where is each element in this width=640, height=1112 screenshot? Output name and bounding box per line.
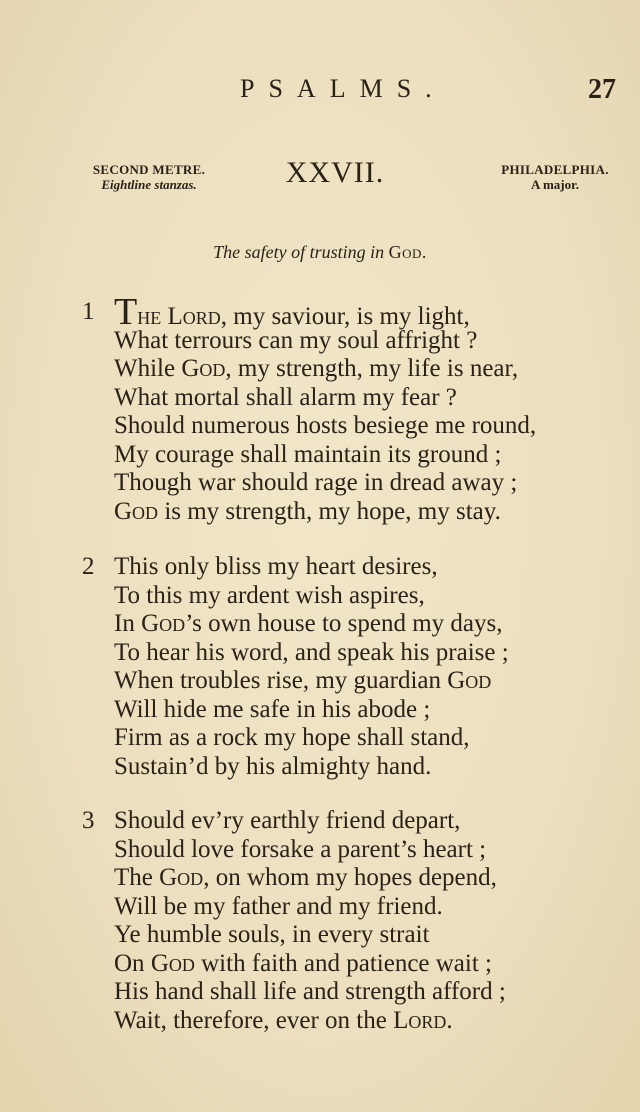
verse-line: To hear his word, and speak his praise ;: [114, 638, 509, 666]
verse-text: , my strength, my life is near,: [225, 355, 519, 382]
verse-small-caps: he Lord: [137, 303, 221, 330]
tune-name: PHILADELPHIA.: [501, 162, 609, 177]
verse-line: Should ev’ry earthly friend depart,: [114, 807, 461, 834]
verse-text: When troubles rise, my guardian: [114, 667, 448, 694]
verse-text: On: [114, 949, 151, 977]
verse-line: What terrours can my soul affright ?: [114, 326, 478, 354]
verse-line: Ye humble souls, in every strait: [114, 921, 430, 948]
metre-info: [84, 162, 214, 192]
running-head: [0, 74, 640, 108]
verse-line: What mortal shall alarm my fear ?: [114, 383, 457, 411]
verse-line: Will be my father and my friend.: [114, 892, 443, 920]
running-title: PSALMS.: [240, 74, 446, 103]
stanza-lines: [114, 807, 614, 1035]
verse-small-caps: God: [447, 667, 492, 694]
stanza-lines: [114, 553, 614, 781]
verse-small-caps: God: [141, 610, 186, 637]
verse-line: [114, 291, 614, 333]
verse-line: [114, 667, 614, 696]
verse-line: [114, 864, 614, 893]
metre-name: SECOND METRE.: [92, 162, 206, 177]
verse-line: Firm as a rock my hope shall stand,: [114, 724, 470, 751]
verse-line: [114, 498, 614, 527]
verse-text: .: [446, 1006, 453, 1034]
page-number: 27: [588, 74, 616, 105]
psalm-subtitle: [0, 242, 640, 263]
subtitle-text: The safety of trusting in: [213, 242, 385, 262]
verse-small-caps: God: [181, 355, 226, 382]
stanza-lines: [114, 291, 614, 526]
verse-line: [114, 950, 614, 979]
verse-text: , my saviour, is my light,: [220, 303, 470, 330]
verse-line: [114, 610, 614, 639]
tune-key: A major.: [531, 177, 579, 192]
stanza-number: 3: [82, 807, 95, 834]
verse-line: This only bliss my heart desires,: [114, 553, 438, 580]
verse-text: In: [114, 610, 142, 637]
verse-text: , on whom my hopes depend,: [203, 864, 497, 891]
verse-text: with faith and patience wait ;: [194, 949, 492, 977]
drop-initial: T: [114, 291, 138, 333]
verse-text: The: [114, 864, 160, 891]
verse-line: Sustain’d by his almighty hand.: [114, 752, 432, 780]
verse-line: [114, 355, 614, 384]
verse-text: ’s own house to spend my days,: [185, 610, 503, 637]
verse-line: Should love forsake a parent’s heart ;: [114, 835, 487, 863]
verse-text: Wait, therefore, ever on the: [114, 1006, 394, 1034]
stanza-form: Eightline stanzas.: [101, 177, 197, 192]
psalm-number: XXVII.: [285, 156, 385, 189]
verse-small-caps: God: [159, 864, 204, 891]
verse-small-caps: Lord: [393, 1006, 447, 1034]
verse-line: Will hide me safe in his abode ;: [114, 695, 431, 723]
verse-small-caps: God: [114, 497, 159, 525]
verse-line: My courage shall maintain its ground ;: [114, 440, 502, 468]
tune-info: [492, 162, 618, 192]
subtitle-god: God.: [388, 242, 427, 262]
verse-text: While: [114, 355, 182, 382]
verse-line: [114, 1007, 614, 1036]
verse-line: His hand shall life and strength afford ;: [114, 978, 506, 1005]
verse-line: To this my ardent wish aspires,: [114, 581, 425, 609]
verse-line: Should numerous hosts besiege me round,: [114, 412, 537, 439]
stanza-number: 1: [82, 298, 95, 325]
stanza-number: 2: [82, 553, 95, 580]
verse-line: Though war should rage in dread away ;: [114, 469, 518, 496]
verse-small-caps: God: [150, 949, 195, 977]
verse-text: is my strength, my hope, my stay.: [158, 497, 501, 525]
